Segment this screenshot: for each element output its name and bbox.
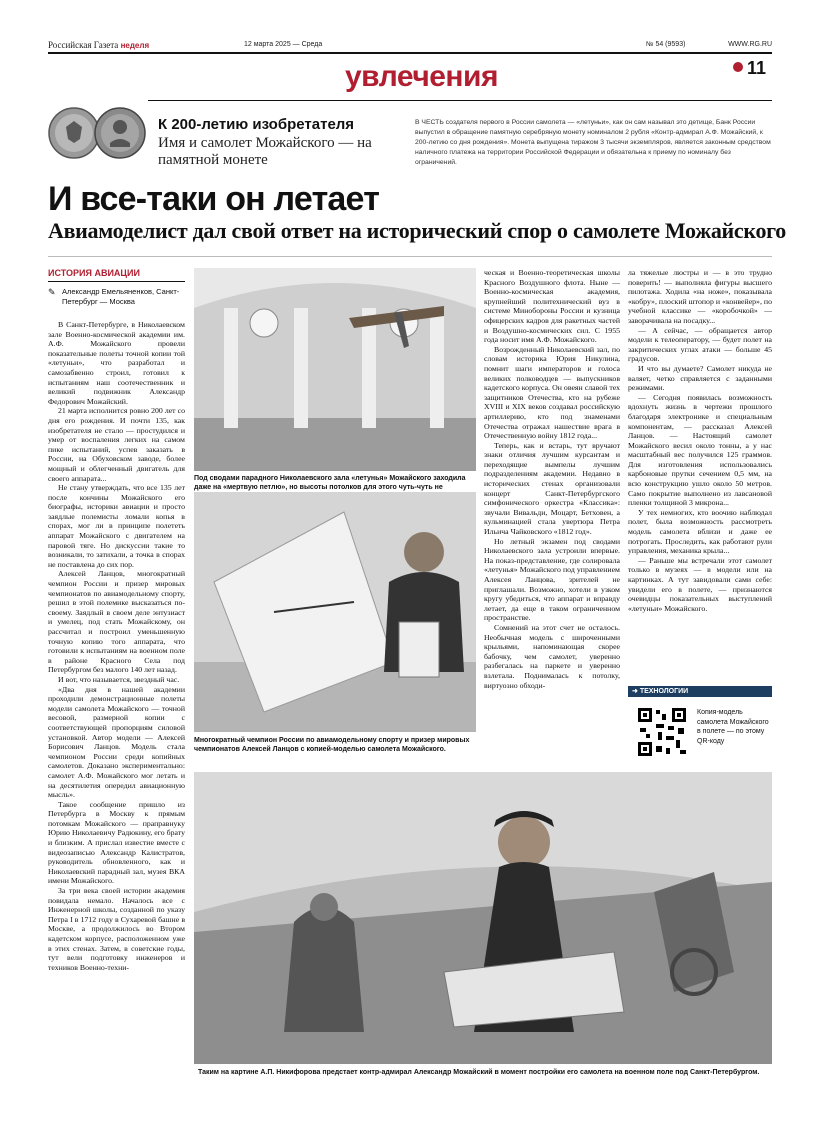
modeler-photo xyxy=(194,492,476,732)
paragraph: 21 марта исполнится ровно 200 лет со дня его рождения. И почти 135, как изобретателя не стало — простудился и умер от воспаления легких на самом пике испытаний, успев заказать в России, на Обуховском заводе, более мощный и облегченный двигатель для своего аппарата... xyxy=(48,406,185,483)
article-column-1 xyxy=(48,320,185,1120)
painting-image xyxy=(194,772,772,1064)
paragraph: Возрожденный Николаевский зал, по словам историка Юрия Никулина, помнит шаги императоров и голоса великих полководцев — выпускников кадетского корпуса. Он овеян славой тех защитников Отечества, кто на рубеже XVIII и XIX веков создавал российскую артиллерию, кто под знаменами Отечества отражал нашествие врага в Отечественную войну 1812 года... xyxy=(484,344,620,441)
photo1-caption: Под сводами парадного Николаевского зала «летунья» Можайского заходила даже на «мертвую петлю», но высоты потолков для этого чуть-чуть не xyxy=(194,475,466,491)
hall-photo xyxy=(194,268,476,471)
paragraph: Такое сообщение пришло из Петербурга в Москву к прямым потомкам Можайского — праправнуку Юрию Николаевичу Радюкину, его брату и близким. А прислал известие вместе с видеозаписью Александр Калистратов, руководитель обновленного, как и Николаевский парадный зал, музея ВКА имени Можайского. xyxy=(48,799,185,886)
paragraph: Сомнений на этот счет не осталось. Необычная модель с широченными крыльями, напоминающая скорее бабочку, чем самолет, уверенно разбегалась на паркете и уверенно взлетала. Поднималась к потолку, виртуозно обходи- xyxy=(484,622,620,690)
paragraph: Не стану утверждать, что все 135 лет после кончины Можайского его биографы, историки авиации и просто заядлые полемисты ломали копья в спорах, мог ли в принципе полететь аппарат Можайского с двигателем на паровой тяге. Но дискуссии такие то возникали, то затихали, а точка в спорах не поставлена до сих пор. xyxy=(48,483,185,569)
photo2-caption: Многократный чемпион России по авиамодельному спорту и призер мировых чемпионатов Алексей Ланцов с копией-моделью самолета Можайского. xyxy=(194,737,470,753)
red-dot-icon xyxy=(733,62,743,72)
anniversary-subtitle: Имя и самолет Можайского — на памятной монете xyxy=(158,135,372,168)
paragraph: У тех немногих, кто воочию наблюдал полет, была возможность рассмотреть модель самолета вблизи и даже ее потрогать. Проследить, как работают рули управления, механика крыла... xyxy=(628,507,772,556)
paragraph: ческая и Военно-теоретическая школы Красного Воздушного флота. Ныне — Военно-космическая академия, крупнейший политехнический вуз в системе Минобороны России и кузница офицерских кадров для ракетных частей и Воздушно-космических сил. С 1955 года носит имя А.Ф. Можайского. xyxy=(484,268,620,345)
rubric-rule xyxy=(48,281,185,282)
paragraph: «Два дня в нашей академии проходили демонстрационные полеты модели самолета Можайского — точной весовой, размерной копии с соответствующей пропорциям силовой установкой. Автор модели — Алексей Борисович Ланцов. Модель стала чемпионом России среди копийных самолетов. Доказано экспериментально: самолет А.Ф. Можайского мог летать и на десятилетия опередил авиационную мысль». xyxy=(48,684,185,800)
article-column-3 xyxy=(484,268,620,758)
paragraph: Алексей Ланцов, многократный чемпион России и призер мировых чемпионатов по авиамодельному спорту, решил в этой полемике высказаться по-своему. Заядлый в своем деле энтузиаст и умелец, под стать Можайскому, он рассчитал и построил уменьшенную точную копию того аппарата, что готовили к испытаниям на военном поле в районе Красного Села под Петербургом без малого 140 лет назад. xyxy=(48,569,185,675)
paragraph: ла тяжелые люстры и — в это трудно поверить! — выполняла фигуры высшего пилотажа. Ходила «на ноже», показывала «кобру», плоский штопор и «конвейер», по учебной классике — «коробочкой» — заворачивала на посадку... xyxy=(628,268,772,325)
headline: И все-таки он летает xyxy=(48,180,380,218)
section-rule xyxy=(48,100,772,101)
technologies-label: ➜ ТЕХНОЛОГИИ xyxy=(628,686,772,697)
pen-icon: ✎ xyxy=(48,287,56,297)
anniversary-title: К 200-летию изобретателя xyxy=(158,116,355,133)
masthead xyxy=(48,38,772,52)
section-title: увлечения xyxy=(345,60,498,93)
author: Александр Емельяненков, Санкт-Петербург — Москва xyxy=(62,287,180,306)
paragraph: И что вы думаете? Самолет никуда не валяет, четко справляется с заданными режимами. xyxy=(628,363,772,393)
anniversary-note: В ЧЕСТЬ создателя первого в России самолета — «летуньи», как он сам называл это детище, Банк России выпустил в обращение памятную серебряную монету номиналом 2 рубля «Контр-адмирал А.Ф. Можайский, к 200-летию со дня рождения». Монета выпущена тиражом 3 тысячи экземпляров, является законным средством наличного платежа на территории Российской Федерации и обязательна к приему по номиналу без ограничений. xyxy=(415,119,771,166)
article-column-4 xyxy=(628,268,772,680)
paragraph: — Сегодня появилась возможность вдохнуть жизнь в чертежи прошлого благодаря электронике и специальным компонентам, — рассказал Алексей Ланцов. — Настоящий самолет Можайского весил около тонны, а у нас масштабный вес получился 125 граммов. Для изготовления использовались карбоновые прутки сечением 0,5 мм, на всю конструкцию ушло около 50 метров. Само покрытие выполнено из лавсановой пленки толщиной 3 микрона... xyxy=(628,392,772,508)
rubric: ИСТОРИЯ АВИАЦИИ xyxy=(48,268,140,278)
brand[interactable]: Российская Газета неделя xyxy=(48,40,150,50)
issue-number: № 54 (9593) xyxy=(646,41,686,48)
top-rule xyxy=(48,52,772,54)
issue-date: 12 марта 2025 — Среда xyxy=(244,41,323,48)
headline-rule xyxy=(48,256,772,257)
paragraph: Теперь, как и встарь, тут вручают знаки отличия лучшим курсантам и переходящие вымпелы лучшим подразделениям академии. Недавно в исторических стенах организовали концерт Санкт-Петербургского симфонического оркестра «Классика»: звучали Вивальди, Моцарт, Бетховен, а кульминацией стала увертюра Петра Ильича Чайковского «1812 год». xyxy=(484,440,620,537)
paragraph: — А сейчас, — обращается автор модели к телеоператору, — будет полет на закритических углах атаки — больше 45 градусов. xyxy=(628,325,772,364)
page-number: 11 xyxy=(733,58,766,79)
paragraph: — Раньше мы встречали этот самолет только в музеях — в модели или на картинках. А тут завидовали сами себе: увидели его в полете, — признаются очевидцы показательных выступлений «летуньи» Можайского. xyxy=(628,555,772,613)
photo3-caption: Таким на картине А.П. Никифорова предстает контр-адмирал Александр Можайский в момент постройки его самолета на военном поле под Санкт-Петербургом. xyxy=(198,1069,760,1076)
coin-image xyxy=(48,93,148,165)
paragraph: В Санкт-Петербурге, в Николаевском зале Военно-космической академии им. А.Ф. Можайского провели показательные полеты точной копии той «летуньи», что разработал и самозабвенно строил, готовил к испытаниям наш соотечественник и великий подвижник Александр Федорович Можайский. xyxy=(48,320,185,406)
paragraph: И вот, что называется, звездный час. xyxy=(58,674,180,684)
qr-description: Копия-модель самолета Можайского в полете — по этому QR-коду xyxy=(697,709,769,745)
paragraph: За три века своей истории академия повидала немало. Началось все с Инженерной школы, созданной по указу Петра I в 1712 году в Сухаревой башне в Москве, а продолжилось во Втором кадетском корпусе, расположенном уже в этих стенах. Затем, в советские годы, тут вели подготовку инженеров и техников Военно-техни- xyxy=(48,886,185,972)
paragraph: Но летный экзамен под сводами Николаевского зала устроили впервые. На показ-представление, где солировала «летунья» Можайского под управлением Алексея Ланцова, зрителей не приглашали. Возможно, хотели в узком кругу убедиться, что аппарат и вправду летает, да еще в таком ограниченном пространстве. xyxy=(484,536,620,623)
site-link[interactable]: WWW.RG.RU xyxy=(728,41,772,48)
subheadline: Авиамоделист дал свой ответ на исторический спор о самолете Можайского xyxy=(48,218,787,243)
arrow-icon: ➜ xyxy=(632,688,640,695)
qr-code[interactable] xyxy=(636,706,688,758)
